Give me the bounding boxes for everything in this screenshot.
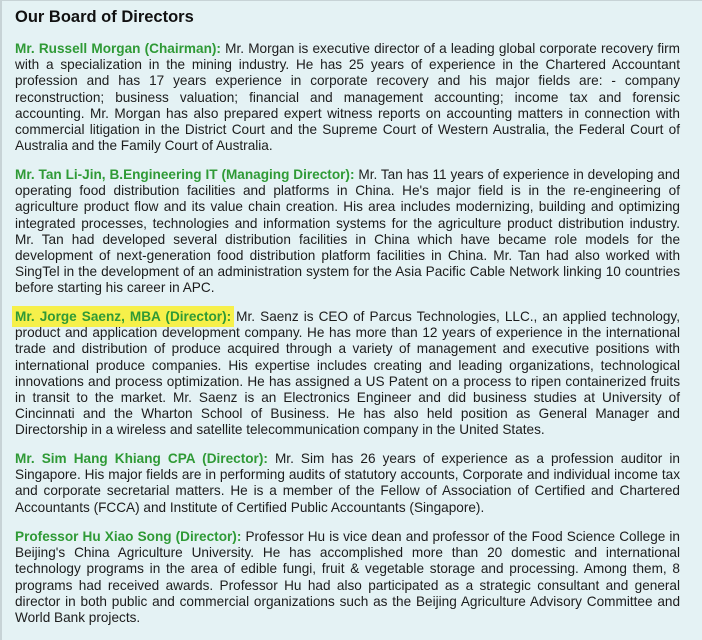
- director-name: Mr. Tan Li-Jin, B.Engineering IT (Managing Director):: [15, 167, 355, 182]
- director-name: Mr. Russell Morgan (Chairman):: [15, 41, 221, 56]
- director-bio: Professor Hu is vice dean and professor of the Food Science College in Beijing's China Agriculture University. He has accomplished more than 20 domestic and international technology programs in the area of edible fungi, fruit & vegetable storage and processing. Among them, 8 programs had received awards. Professor Hu had also participated as a strategic consultant and general director in both public and commercial organizations such as the Beijing Agriculture Advisory Committee and World Bank projects.: [15, 529, 680, 626]
- page-title: Our Board of Directors: [15, 8, 194, 26]
- director-entry-jorge-saenz: [15, 309, 680, 439]
- director-name: Mr. Sim Hang Khiang CPA (Director):: [15, 451, 268, 466]
- director-bio: Mr. Morgan is executive director of a leading global corporate recovery firm with a specialization in the mining industry. He has 25 years of experience in the Chartered Accountant profession and has 17 years experience in corporate recovery and his major fields are: - company reconstruction; business valuation; financial and management accounting; income tax and forensic accounting. Mr. Morgan has also prepared expert witness reports on accounting matters in connection with commercial litigation in the District Court and the Supreme Court of Western Australia, the Federal Court of Australia and the Family Court of Australia.: [15, 41, 680, 154]
- director-bio: Mr. Sim has 26 years of experience as a profession auditor in Singapore. His major fields are in performing audits of statutory accounts, Corporate and individual income tax and corporate secretarial matters. He is a member of the Fellow of Association of Certified and Chartered Accountants (FCCA) and Institute of Certified Public Accountants (Singapore).: [15, 451, 680, 515]
- director-entry-tan-li-jin: [15, 167, 680, 297]
- director-entry-hu-xiao-song: [15, 529, 680, 626]
- director-name: Professor Hu Xiao Song (Director):: [15, 529, 242, 544]
- director-bio: Mr. Saenz is CEO of Parcus Technologies, LLC., an applied technology, product and application development company. He has more than 12 years of experience in the international trade and distribution of produce acquired through a variety of management and executive positions with international produce companies. His expertise includes creating and leading organizations, technological innovations and process optimization. He has assigned a US Patent on a process to ripen containerized fruits in transit to the market. Mr. Saenz is an Electronics Engineer and did business studies at University of Cincinnati and the Wharton School of Business. He has also held position as General Manager and Directorship in a wireless and satellite telecommunication company in the United States.: [15, 309, 680, 438]
- director-bio: Mr. Tan has 11 years of experience in developing and operating food distribution facilities and platforms in China. He's major field is in the re-engineering of agriculture product flow and its value chain creation. His area includes modernizing, building and optimizing integrated processes, technologies and information systems for the agriculture product distribution industry. Mr. Tan had developed several distribution facilities in China which have became role models for the development of next-generation food distribution platform facilities in China. Mr. Tan had also worked with SingTel in the development of an administration system for the Asia Pacific Cable Network linking 10 countries before starting his career in APC.: [15, 167, 680, 296]
- director-name-highlighted: Mr. Jorge Saenz, MBA (Director):: [15, 309, 232, 324]
- director-entry-russell-morgan: [15, 41, 680, 154]
- director-entry-sim-hang-khiang: [15, 451, 680, 516]
